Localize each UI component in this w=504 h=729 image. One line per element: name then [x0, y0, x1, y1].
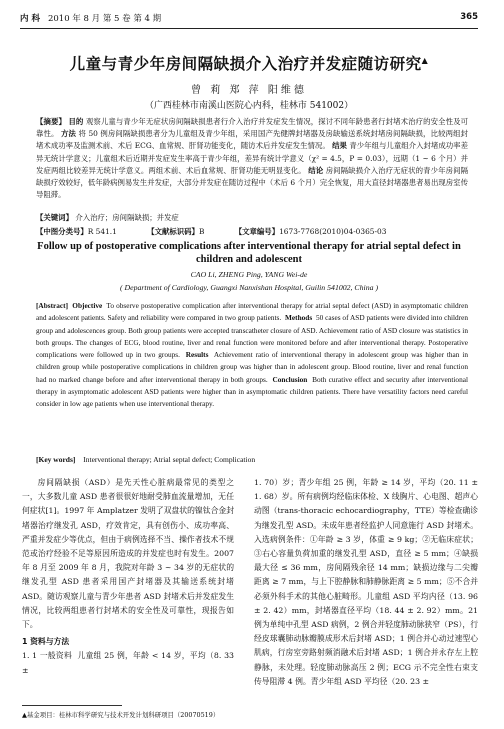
conclusion-en-label: Conclusion	[272, 374, 308, 384]
objective-text: 观察儿童与青少年无症状房间隔缺损患者行介入治疗并发症发生情况，探讨不同年龄患者行封堵术治疗的安全性及可靠性。	[36, 117, 468, 139]
header-journal-info	[20, 12, 161, 24]
results-text: 青少年组与儿童组介入封堵成功率差异无统计学意义；儿童组术后近期并发症发生率高于青少年组，差异有统计学意义（χ² = 4.5，P = 0.03），远期（1 ~ 6 个月）并发症两组比较差异无统计学意义。两组术前、术后血常规、肝肾功能无明显变化。	[36, 141, 468, 175]
funding-mark: ▲	[421, 55, 429, 65]
keywords-en-text: Interventional therapy; Atrial septal defect; Complication	[83, 455, 256, 464]
general-data-paragraph	[22, 649, 234, 677]
results-label: 结果	[332, 141, 347, 151]
doc-label: 【文献标识码】	[147, 227, 199, 236]
affiliation-cn: （广西桂林市南溪山医院心内科，桂林市 541002）	[144, 101, 354, 111]
intro-paragraph: 房间隔缺损（ASD）是先天性心脏病最常见的类型之一，大多数儿童 ASD 患者很很好地耐受肺血流量增加，无任何症状[1]。1997 年 Amplatzer 发明了双盘状的镍钛合金封堵器治疗继发孔 ASD，疗效肯定，具有创伤小、成功率高、严重并发症少等优点，但由于病例选择不当、操作者技术不规范或治疗经验不足等原因所造成的并发症也时有发生。2007 年 8 月至 2009 年 8 月，我院对年龄 3 ~ 34 岁的无症状的继发孔型 ASD 患者采用国产封堵器及其输送系统封堵 ASD。随访观察儿童与青少年患者 ASD 封堵术后并发症发生情况，比较两组患者行封堵术的安全性及可靠性，现报告如下。	[22, 478, 234, 630]
doc-value: B	[198, 227, 205, 236]
conclusion-en-text: Both curative effect and security after interventional therapy in asymptomatic adolescent ASD patients were higher than in asymptomatic children patients. There have versatility factors need careful consider in low age patients when use interventional therapy.	[36, 374, 468, 409]
running-header	[20, 8, 478, 29]
clc-value: R 541.1	[87, 227, 117, 236]
abstract-en	[36, 300, 468, 411]
doc-group	[147, 227, 218, 236]
objective-en-text: To observe postoperative complication after interventional therapy for atrial septal defect (ASD) in asymptomatic children and adolescent patients. Safety and reliability were compared in two group patients.	[36, 301, 468, 323]
authors-cn: 曾 莉 郑 萍 阳维德	[191, 85, 307, 96]
authors-en: CAO Li, ZHENG Ping, YANG Wei-de	[190, 270, 308, 279]
clc-label: 【中图分类号】	[36, 227, 88, 236]
article-group	[235, 227, 401, 236]
body-column-left	[22, 476, 234, 678]
classification-cn	[36, 226, 468, 237]
article-title-cn	[20, 52, 478, 74]
keywords-cn	[36, 212, 468, 223]
footnote: ▲基金项目：桂林市科学研究与技术开发计划科研项目（20070519）	[22, 711, 220, 719]
footnote-divider	[22, 705, 122, 706]
clc-group	[36, 227, 131, 236]
section-heading: 1 资料与方法	[22, 637, 70, 647]
methods-label: 方法	[61, 129, 77, 139]
article-value: 1673-7768(2010)04-0365-03	[279, 227, 387, 236]
affiliation-en: ( Department of Cardiology, Guangxi Nanxishan Hospital, Guilin 541002, China )	[119, 283, 379, 292]
subsection-label: 1. 1 一般资料	[22, 651, 73, 661]
page-number: 365	[460, 12, 478, 22]
results-en-text: Achievement ratio of interventional therapy in adolescent group was higher than in children group while postoperative complications in children group was higher than in adolescent group. Blood routine, liver and renal function had no marked change before and after interventional therapy in both groups.	[36, 350, 469, 384]
abstract-label: 【摘要】	[36, 117, 66, 126]
results-en-label: Results	[185, 350, 209, 360]
continued-paragraph: 1. 70）岁；青少年组 25 例，年龄 ≥ 14 岁，平均（20. 11 ± 1. 68）岁。所有病例均经临床体检、X 线胸片、心电图、超声心动图（trans-thoracic echocardiography，TTE）等检查确诊为继发孔型 ASD。未成年患者经监护人同意施行 ASD 封堵术。入选病例条件：①年龄 ≥ 3 岁，体重 ≥ 9 kg；②无临床症状；③右心容量负荷加重的继发孔型 ASD，直径 ≥ 5 mm；④缺损最大径 ≤ 36 mm，房间隔残余径 14 mm；缺损边缘与二尖瓣距离 ≥ 7 mm，与上下腔静脉和肺静脉距离 ≥ 5 mm；⑤不合并必须外科手术的其他心脏畸形。儿童组 ASD 平均内径（13. 96 ± 2. 42）mm，封堵器直径平均（18. 44 ± 2. 92）mm。21 例为单纯中孔型 ASD 病例，2 例合并轻度肺动脉狭窄（PS），行经皮球囊肺动脉瓣膜成形术后封堵 ASD；1 例合并心动过速型心肌病，行房室旁路射频消融术后封堵 ASD；1 例合并永存左上腔静脉，未处理。轻度肺动脉高压 2 例；ECG 示不完全性右束支传导阻滞 4 例。青少年组 ASD 平均径（20. 23 ±	[254, 478, 478, 686]
article-label: 【文章编号】	[234, 227, 280, 236]
methods-text: 将 50 例房间隔缺损患者分为儿童组及青少年组，采用国产先健牌封堵器及房缺输送系统封堵房间隔缺损，比较两组封堵术成功率及监测术前、术后 ECG、血常规、肝肾功能变化，随访术后并发症发生情况。	[36, 129, 468, 151]
subsection-text: 儿童组 25 例，年龄 < 14 岁，平均（8. 33 ±	[22, 651, 235, 675]
objective-en-label: Objective	[72, 301, 103, 310]
abstract-en-label: [Abstract]	[36, 301, 69, 310]
keywords-en-label: [Key words]	[36, 455, 76, 464]
methods-en-label: Methods	[285, 313, 313, 323]
issue-info: 2010 年 8 月 第 5 卷 第 4 期	[47, 14, 162, 24]
keywords-text: 介入治疗；房间隔缺损；并发症	[75, 213, 179, 222]
keywords-label: 【关键词】	[36, 213, 73, 222]
body-column-right	[254, 476, 478, 689]
conclusion-text: 房间隔缺损介入治疗无症状的青少年房间隔缺损疗效较好，低年龄病例易发生并发症，大部分并发症在随访过程中（术后 6 个月）完全恢复，用大直径封堵器患者易出现房室传导阻滞。	[36, 165, 468, 200]
title-text: 儿童与青少年房间隔缺损介入治疗并发症随访研究	[69, 55, 422, 73]
objective-label: 目的	[68, 117, 84, 126]
keywords-en	[36, 455, 468, 464]
journal-name: 内 科	[20, 14, 40, 24]
article-title-en: Follow up of postoperative complications after interventional therapy for atrial septal defect in children and adolescent	[37, 241, 461, 265]
abstract-cn	[36, 116, 468, 201]
methods-en-text: 50 cases of ASD patients were divided into children group and adolescences group. Both group patients were accepted transcatheter closure of ASD. Achievement ratio of ASD closure was statistics in both groups. The changes of ECG, blood routine, liver and renal function were monitored before and after interventional therapy. Postoperative complications were followed up in two groups.	[36, 313, 469, 360]
conclusion-label: 结论	[308, 165, 324, 175]
